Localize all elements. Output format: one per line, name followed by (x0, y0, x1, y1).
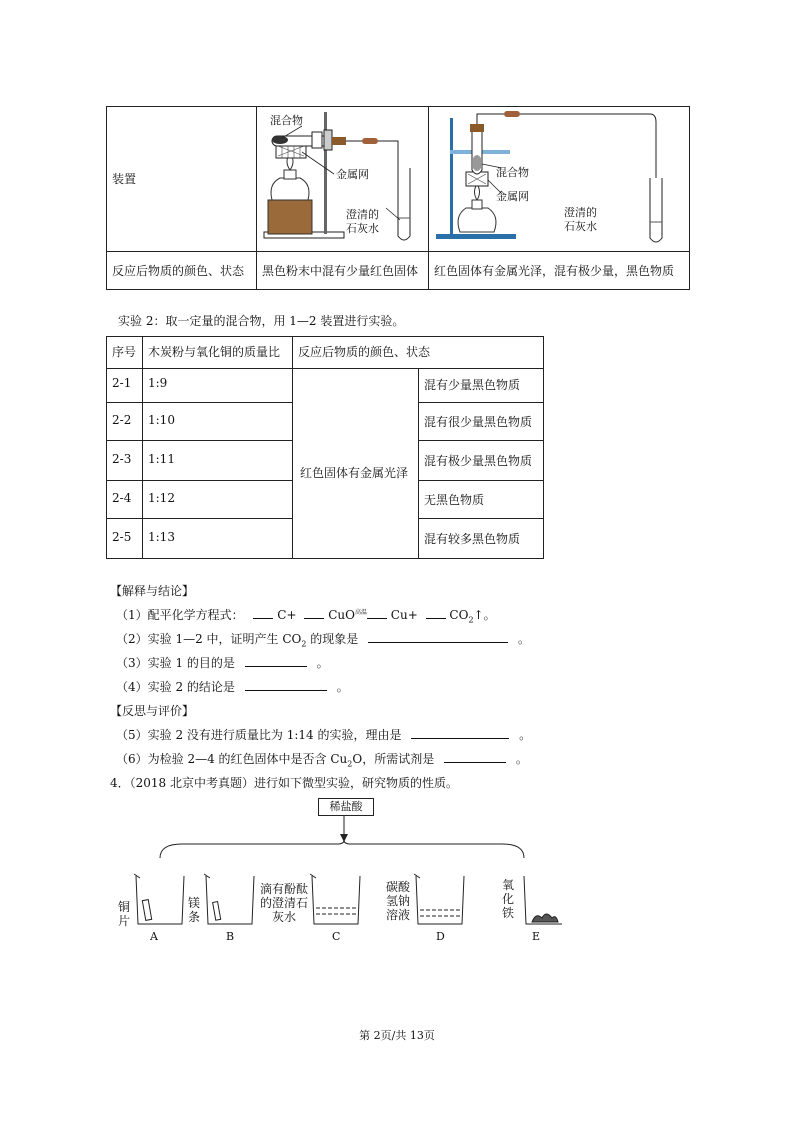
row-note: 混有很少量黑色物质 (424, 415, 533, 429)
brace-and-beakers (112, 796, 562, 946)
beaker-c-label: 滴有酚酞 的澄清石 灰水 (259, 882, 308, 924)
result-exp1-2: 红色固体有金属光泽，混有极少量，黑色物质 (434, 264, 675, 278)
row-note: 混有少量黑色物质 (424, 378, 521, 392)
row-ratio: 1:10 (148, 413, 175, 427)
beaker-b-letter: B (226, 930, 235, 943)
beaker-c-letter: C (332, 930, 341, 943)
acid-label: 稀盐酸 (329, 800, 363, 813)
th-result: 反应后物质的颜色、状态 (298, 345, 431, 359)
ratio-table (106, 336, 544, 559)
merged-result: 红色固体有金属光泽 (300, 466, 409, 480)
beaker-a-label: 铜 片 (117, 900, 130, 928)
beaker-a-letter: A (150, 930, 158, 943)
answer-blank-5[interactable] (411, 726, 509, 739)
app2-limewater-label-1: 澄清的 (564, 206, 597, 219)
answer-blank-2[interactable] (368, 630, 508, 643)
row-label-apparatus: 装置 (112, 172, 137, 186)
answer-blank-6[interactable] (444, 750, 506, 763)
row-note: 混有极少量黑色物质 (424, 454, 533, 468)
row-ratio: 1:13 (148, 530, 175, 544)
question-4: （4）实验 2 的结论是 。 (116, 680, 349, 694)
row-id: 2-5 (112, 530, 132, 544)
app1-mixture-label: 混合物 (270, 114, 303, 127)
page-footer: 第 2页/共 13页 (359, 1029, 435, 1042)
beaker-figure (112, 796, 562, 946)
row-id: 2-2 (112, 413, 132, 427)
app2-mesh-label: 金属网 (496, 190, 529, 203)
row-note: 无黑色物质 (424, 493, 485, 507)
row-id: 2-4 (112, 491, 132, 505)
th-id: 序号 (112, 345, 137, 359)
reflection-heading: 【反思与评价】 (110, 704, 195, 718)
row-ratio: 1:11 (148, 452, 175, 466)
row-ratio: 1:9 (148, 376, 168, 390)
question-4-stem: 4．（2018 北京中考真题）进行如下微型实验，研究物质的性质。 (110, 776, 458, 790)
question-3: （3）实验 1 的目的是 。 (116, 656, 329, 670)
beaker-d-label: 碳酸 氢钠 溶液 (385, 880, 410, 922)
result-exp1-1: 黑色粉末中混有少量红色固体 (262, 264, 419, 278)
beaker-b-label: 镁 条 (187, 896, 200, 924)
beaker-d-letter: D (436, 930, 445, 943)
question-1: （1）配平化学方程式： C+ CuO$^{高温}$ $Cu+ CO_2↑$。 (116, 608, 496, 625)
question-2: （2）实验 1—2 中，证明产生 $CO_2$ 的现象是 。 (116, 632, 530, 649)
question-5: （5）实验 2 没有进行质量比为 1:14 的实验，理由是 。 (116, 728, 532, 742)
conclusion-heading: 【解释与结论】 (110, 584, 195, 598)
row-label-result: 反应后物质的颜色、状态 (112, 264, 245, 278)
apparatus-2-diagram (430, 108, 686, 250)
answer-blank-3[interactable] (245, 654, 307, 667)
app2-limewater-label-2: 石灰水 (564, 220, 597, 233)
row-ratio: 1:12 (148, 491, 175, 505)
beaker-e-letter: E (532, 930, 541, 943)
apparatus-table (106, 106, 690, 290)
row-id: 2-3 (112, 452, 132, 466)
app1-limewater-label-2: 石灰水 (346, 222, 379, 235)
app2-mixture-label: 混合物 (496, 166, 529, 179)
answer-blank-4[interactable] (245, 678, 327, 691)
th-ratio: 木炭粉与氧化铜的质量比 (148, 345, 281, 359)
app1-limewater-label-1: 澄清的 (346, 208, 379, 221)
question-6: （6）为检验 2—4 的红色固体中是否含 $Cu_2O$，所需试剂是 。 (116, 752, 528, 769)
beaker-e-label: 氧 化 铁 (501, 878, 514, 920)
row-id: 2-1 (112, 376, 132, 390)
app1-mesh-label: 金属网 (336, 168, 369, 181)
row-note: 混有较多黑色物质 (424, 532, 521, 546)
exp2-intro: 实验 2：取一定量的混合物，用 1—2 装置进行实验。 (118, 314, 405, 328)
